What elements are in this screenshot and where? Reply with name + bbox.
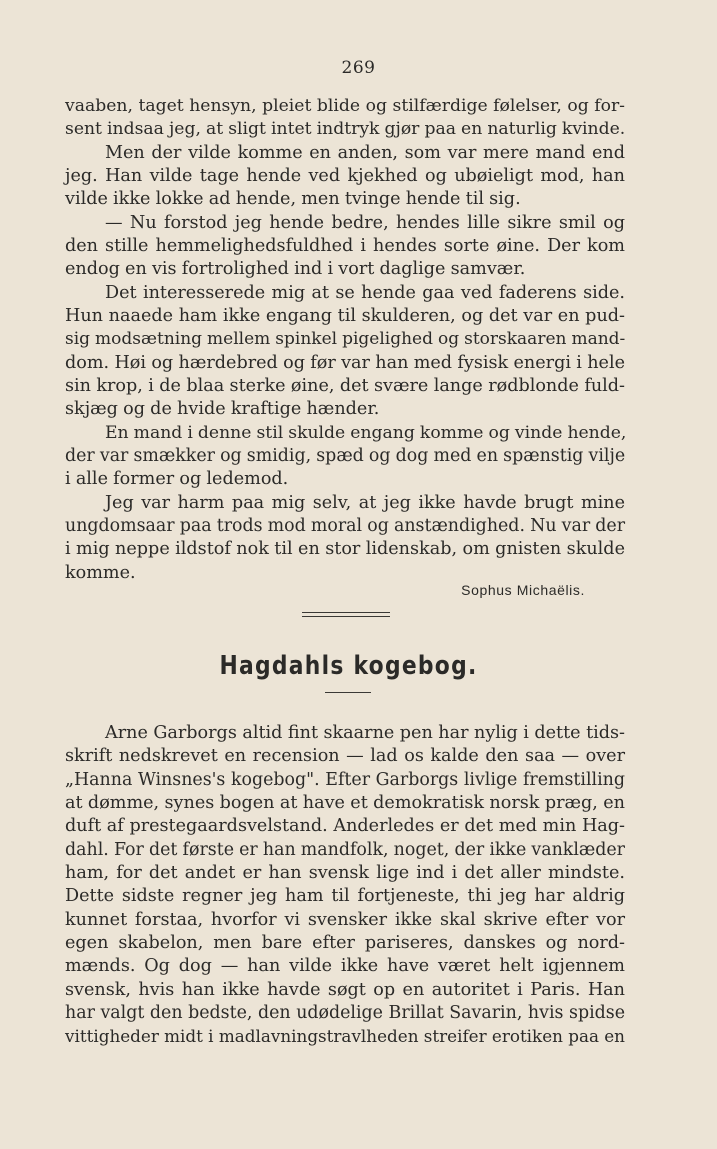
story-line-6: — Nu forstod jeg hende bedre, hendes lille sikre smil og [105, 213, 625, 233]
story-line-14: skjæg og de hvide kraftige hænder. [65, 399, 380, 419]
story-line-11: sig modsætning mellem spinkel pigelighed og storskaaren mand- [65, 329, 626, 349]
author-signature: Sophus Michaëlis. [461, 582, 585, 598]
article-line-2: skrift nedskrevet en recension — lad os kalde den saa — over [65, 746, 625, 766]
article-line-1: Arne Garborgs altid fint skaarne pen har nylig i dette tids- [105, 723, 625, 743]
story-line-2: sent indsaa jeg, at sligt intet indtryk gjør paa en naturlig kvinde. [65, 119, 626, 139]
story-line-19: ungdomsaar paa trods mod moral og anstændighed. Nu var der [65, 516, 626, 536]
story-line-10: Hun naaede ham ikke engang til skulderen, og det var en pud- [65, 306, 625, 326]
article-line-8: Dette sidste regner jeg ham til fortjeneste, thi jeg har aldrig [65, 886, 625, 906]
story-line-7: den stille hemmelighedsfuldhed i hendes sorte øine. Der kom [65, 236, 625, 256]
article-line-3: „Hanna Winsnes's kogebog". Efter Garborgs livlige fremstilling [65, 770, 625, 790]
story-line-4: jeg. Han vilde tage hende ved kjekhed og ubøieligt mod, han [65, 166, 625, 186]
article-line-7: ham, for det andet er han svensk lige ind i det aller mindste. [65, 863, 625, 883]
article-line-13: har valgt den bedste, den udødelige Brillat Savarin, hvis spidse [65, 1003, 625, 1023]
story-line-12: dom. Høi og hærdebred og før var han med fysisk energi i hele [65, 353, 625, 373]
article-line-10: egen skabelon, men bare efter pariseres, danskes og nord- [65, 933, 625, 953]
article-line-6: dahl. For det første er han mandfolk, noget, der ikke vanklæder [65, 840, 625, 860]
page-number: 269 [341, 58, 376, 78]
article-line-14: vittigheder midt i madlavningstravlheden streifer erotiken paa en [65, 1026, 625, 1046]
article-line-4: at dømme, synes bogen at have et demokratisk norsk præg, en [65, 793, 625, 813]
story-line-15: En mand i denne stil skulde engang komme og vinde hende, [105, 423, 627, 443]
story-line-16: der var smækker og smidig, spæd og dog med en spænstig vilje [65, 446, 626, 466]
article-line-11: mænds. Og dog — han vilde ikke have været helt igjennem [65, 956, 625, 976]
title-underline [325, 692, 371, 693]
story-line-13: sin krop, i de blaa sterke øine, det svære lange rødblonde fuld- [65, 376, 625, 396]
article-title: Hagdahls kogebog. [219, 651, 478, 681]
story-line-5: vilde ikke lokke ad hende, men tvinge hende til sig. [65, 189, 521, 209]
section-divider-top [302, 612, 390, 613]
article-line-12: svensk, hvis han ikke havde søgt op en autoritet i Paris. Han [65, 980, 625, 1000]
story-line-17: i alle former og ledemod. [65, 469, 289, 489]
section-divider-bottom [302, 616, 390, 617]
story-line-20: i mig neppe ildstof nok til en stor lidenskab, om gnisten skulde [65, 539, 625, 559]
story-line-3: Men der vilde komme en anden, som var mere mand end [105, 143, 625, 163]
article-line-9: kunnet forstaa, hvorfor vi svensker ikke skal skrive efter vor [65, 910, 625, 930]
story-line-9: Det interesserede mig at se hende gaa ved faderens side. [105, 283, 625, 303]
story-line-8: endog en vis fortrolighed ind i vort daglige samvær. [65, 259, 526, 279]
story-line-18: Jeg var harm paa mig selv, at jeg ikke havde brugt mine [105, 493, 625, 513]
article-line-5: duft af prestegaardsvelstand. Anderledes er det med min Hag- [65, 816, 625, 836]
story-line-1: vaaben, taget hensyn, pleiet blide og stilfærdige følelser, og for- [65, 96, 625, 116]
story-line-21: komme. [65, 563, 136, 583]
